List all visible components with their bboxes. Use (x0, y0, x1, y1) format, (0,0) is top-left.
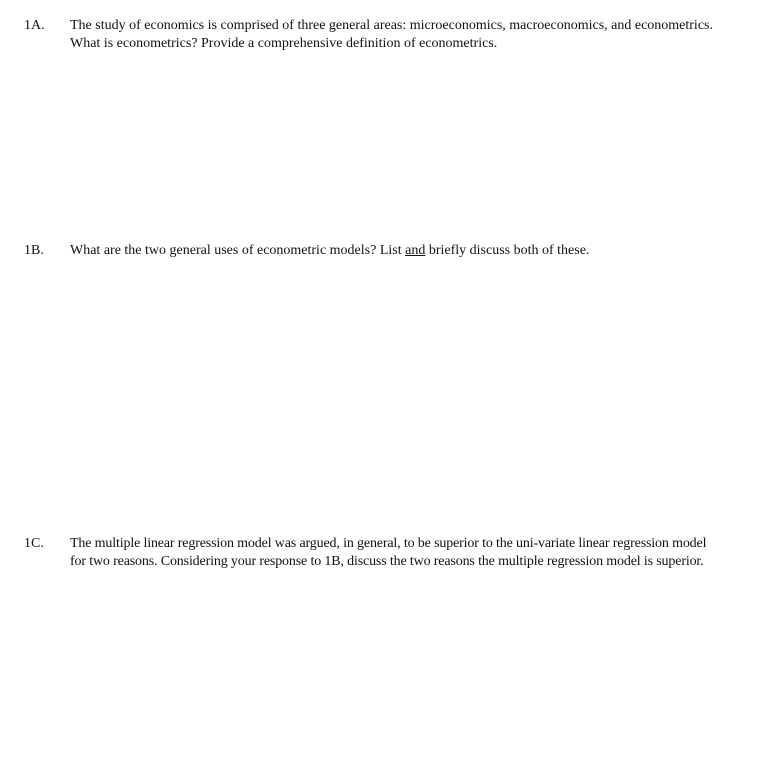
question-text-line: The study of economics is comprised of three general areas: microeconomics, macroeconomics, and econometrics. (70, 18, 713, 33)
question-text-line: The multiple linear regression model was argued, in general, to be superior to the uni-variate linear regression model (70, 536, 707, 551)
question-text-line: for two reasons. Considering your response to 1B, discuss the two reasons the multiple regression model is superior. (70, 554, 704, 569)
question-text-segment: What are the two general uses of econometric models? List (70, 243, 406, 258)
question-text (70, 17, 760, 53)
question-text-segment: briefly discuss both of these. (425, 243, 590, 258)
question-number: 1B. (24, 243, 44, 258)
question-number: 1C. (24, 536, 44, 551)
underlined-word: and (405, 243, 426, 258)
question-text (70, 535, 760, 571)
question-text-line: What is econometrics? Provide a comprehensive definition of econometrics. (70, 36, 498, 51)
question-text (70, 242, 760, 260)
question-number: 1A. (24, 18, 45, 33)
question-text-line (70, 242, 760, 260)
